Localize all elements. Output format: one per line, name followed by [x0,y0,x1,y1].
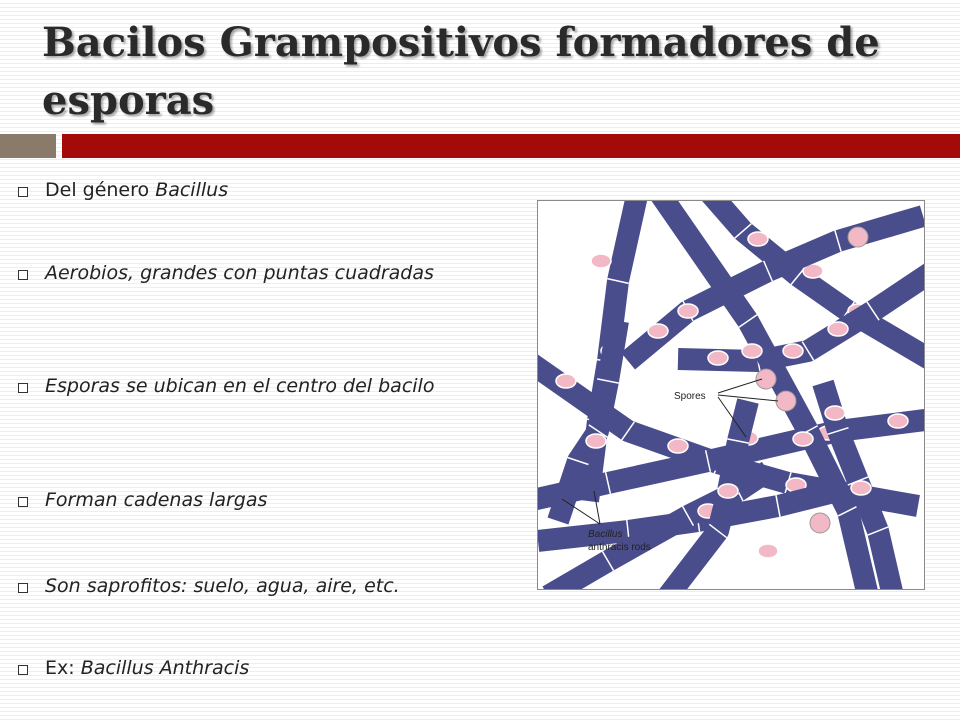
free-spore [810,513,830,533]
internal-spore [828,322,848,336]
internal-spore [825,406,845,420]
internal-spore [556,374,576,388]
bullet-text: Forman cadenas largas [45,489,268,511]
bullet-text: Aerobios, grandes con puntas cuadradas [45,262,434,284]
free-spore [756,369,776,389]
internal-spore [748,232,768,246]
square-bullet-icon [18,270,28,280]
internal-spore [586,434,606,448]
internal-spore [648,324,668,338]
internal-spore [742,344,762,358]
internal-spore [718,484,738,498]
bullet-text: Del género Bacillus [45,179,229,201]
internal-spore [678,304,698,318]
internal-spore [888,414,908,428]
square-bullet-icon [18,187,28,197]
spores-label: Spores [674,391,706,402]
internal-spore [591,254,611,268]
internal-spore [668,439,688,453]
bullet-text: Esporas se ubican en el centro del bacilo [45,375,435,397]
internal-spore [708,351,728,365]
title-divider-bar [62,134,960,158]
bacillus-diagram [538,201,924,589]
square-bullet-icon [18,583,28,593]
square-bullet-icon [18,383,28,393]
title-divider-left [0,134,56,158]
bacillus-illustration [537,200,925,590]
square-bullet-icon [18,497,28,507]
rods-label-genus: Bacillus [588,529,623,540]
internal-spore [851,481,871,495]
internal-spore [793,432,813,446]
internal-spore [758,544,778,558]
bullet-text: Ex: Bacillus Anthracis [45,657,250,679]
slide-title: Bacilos Grampositivos formadores de esporas [42,19,880,124]
free-spore [776,391,796,411]
square-bullet-icon [18,665,28,675]
internal-spore [783,344,803,358]
rods-label-species: anthracis rods [588,542,651,553]
free-spore [848,227,868,247]
bullet-text: Son saprofitos: suelo, agua, aire, etc. [45,575,400,597]
